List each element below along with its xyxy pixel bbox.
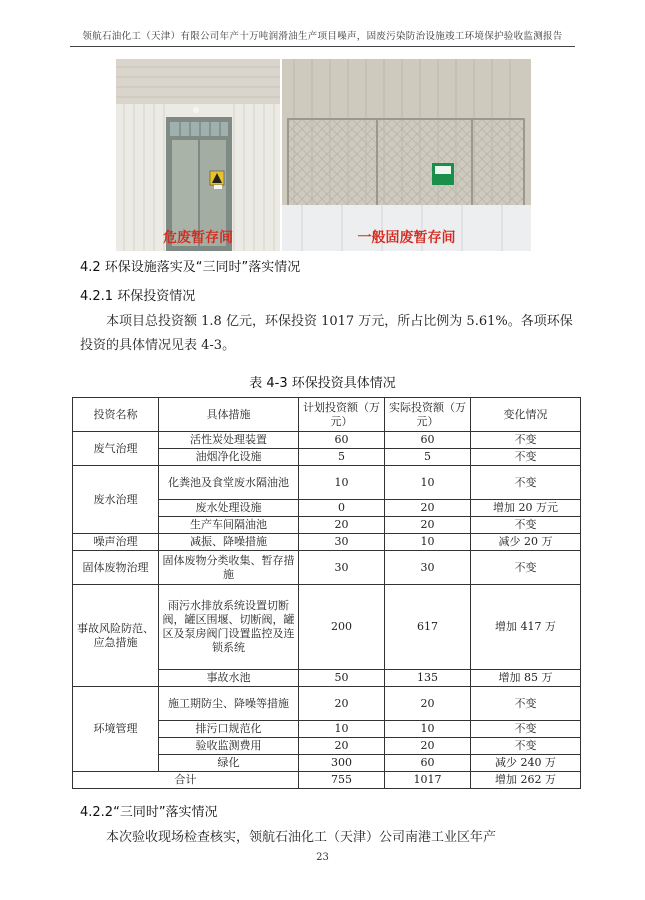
col-header: 投资名称 [73,398,159,432]
group-name: 事故风险防范、应急措施 [73,585,159,687]
total-label: 合计 [73,772,299,789]
cell-planned: 20 [299,517,385,534]
cell-planned: 300 [299,755,385,772]
table-row [73,585,581,670]
page-number: 23 [316,852,329,863]
group-name: 环境管理 [73,687,159,772]
cell-change: 不变 [471,551,581,585]
investment-table [72,397,581,789]
cell-change: 不变 [471,517,581,534]
page-header: 领航石油化工（天津）有限公司年产十万吨润滑油生产项目噪声，固废污染防治设施竣工环境保护验收监测报告 [82,31,563,42]
col-header: 计划投资额（万元） [299,398,385,432]
cell-actual: 60 [385,755,471,772]
table-total-row [73,772,581,789]
cell-change: 不变 [471,432,581,449]
group-name: 噪声治理 [73,534,159,551]
cell-planned: 20 [299,738,385,755]
cell-measure: 排污口规范化 [159,721,299,738]
cell-actual: 10 [385,721,471,738]
cell-change: 不变 [471,738,581,755]
cell-actual: 60 [385,432,471,449]
table-row [73,466,581,500]
group-name: 废气治理 [73,432,159,466]
cell-actual: 10 [385,534,471,551]
cell-planned: 10 [299,721,385,738]
door-illustration [116,59,280,251]
photo-caption-general: 一般固废暂存间 [357,230,456,246]
cell-measure: 验收监测费用 [159,738,299,755]
col-header: 变化情况 [471,398,581,432]
section-4-2-heading: 4.2 环保设施落实及“三同时”落实情况 [80,260,301,275]
total-planned: 755 [299,772,385,789]
col-header: 实际投资额（万元） [385,398,471,432]
table-row [73,432,581,449]
cell-planned: 0 [299,500,385,517]
cell-change: 减少 20 万 [471,534,581,551]
cell-planned: 60 [299,432,385,449]
investment-paragraph: 本项目总投资额 1.8 亿元，环保投资 1017 万元，所占比例为 5.61%。各项环保投资的具体情况见表 4-3。 [80,314,573,353]
cell-measure: 固体废物分类收集、暂存措施 [159,551,299,585]
cell-planned: 5 [299,449,385,466]
cell-planned: 200 [299,585,385,670]
header-rule [70,46,575,47]
cell-measure: 化粪池及食堂废水隔油池 [159,466,299,500]
cell-actual: 20 [385,500,471,517]
group-name: 废水治理 [73,466,159,534]
cell-actual: 10 [385,466,471,500]
cell-measure: 绿化 [159,755,299,772]
cell-change: 增加 85 万 [471,670,581,687]
cell-change: 增加 20 万元 [471,500,581,517]
fence-illustration [282,59,531,251]
total-change: 增加 262 万 [471,772,581,789]
col-header: 具体措施 [159,398,299,432]
cell-change: 不变 [471,466,581,500]
cell-change: 增加 417 万 [471,585,581,670]
cell-change: 不变 [471,687,581,721]
cell-measure: 减振、降噪措施 [159,534,299,551]
photo-caption-hazardous: 危废暂存间 [163,230,233,246]
cell-measure: 活性炭处理装置 [159,432,299,449]
cell-change: 不变 [471,721,581,738]
cell-planned: 30 [299,534,385,551]
cell-measure: 雨污水排放系统设置切断阀，罐区围堰、切断阀，罐区及泵房阀门设置监控及连锁系统 [159,585,299,670]
total-actual: 1017 [385,772,471,789]
cell-planned: 30 [299,551,385,585]
three-simultaneous-paragraph: 本次验收现场检查核实，领航石油化工（天津）公司南港工业区年产 [106,830,497,845]
cell-actual: 20 [385,687,471,721]
cell-change: 减少 240 万 [471,755,581,772]
cell-actual: 135 [385,670,471,687]
table-row [73,551,581,585]
group-name: 固体废物治理 [73,551,159,585]
cell-actual: 30 [385,551,471,585]
table-row [73,687,581,721]
cell-actual: 617 [385,585,471,670]
section-4-2-1-heading: 4.2.1 环保投资情况 [80,289,196,304]
cell-planned: 10 [299,466,385,500]
cell-actual: 20 [385,517,471,534]
cell-measure: 废水处理设施 [159,500,299,517]
cell-measure: 生产车间隔油池 [159,517,299,534]
cell-actual: 20 [385,738,471,755]
table-header-row [73,398,581,432]
section-4-2-2-heading: 4.2.2“三同时”落实情况 [80,805,218,820]
cell-change: 不变 [471,449,581,466]
photo-general-waste-room [282,59,531,251]
table-title: 表 4-3 环保投资具体情况 [249,376,396,391]
cell-measure: 事故水池 [159,670,299,687]
cell-measure: 油烟净化设施 [159,449,299,466]
cell-planned: 50 [299,670,385,687]
cell-planned: 20 [299,687,385,721]
cell-actual: 5 [385,449,471,466]
photo-hazardous-waste-room [116,59,280,251]
table-row [73,534,581,551]
cell-measure: 施工期防尘、降噪等措施 [159,687,299,721]
